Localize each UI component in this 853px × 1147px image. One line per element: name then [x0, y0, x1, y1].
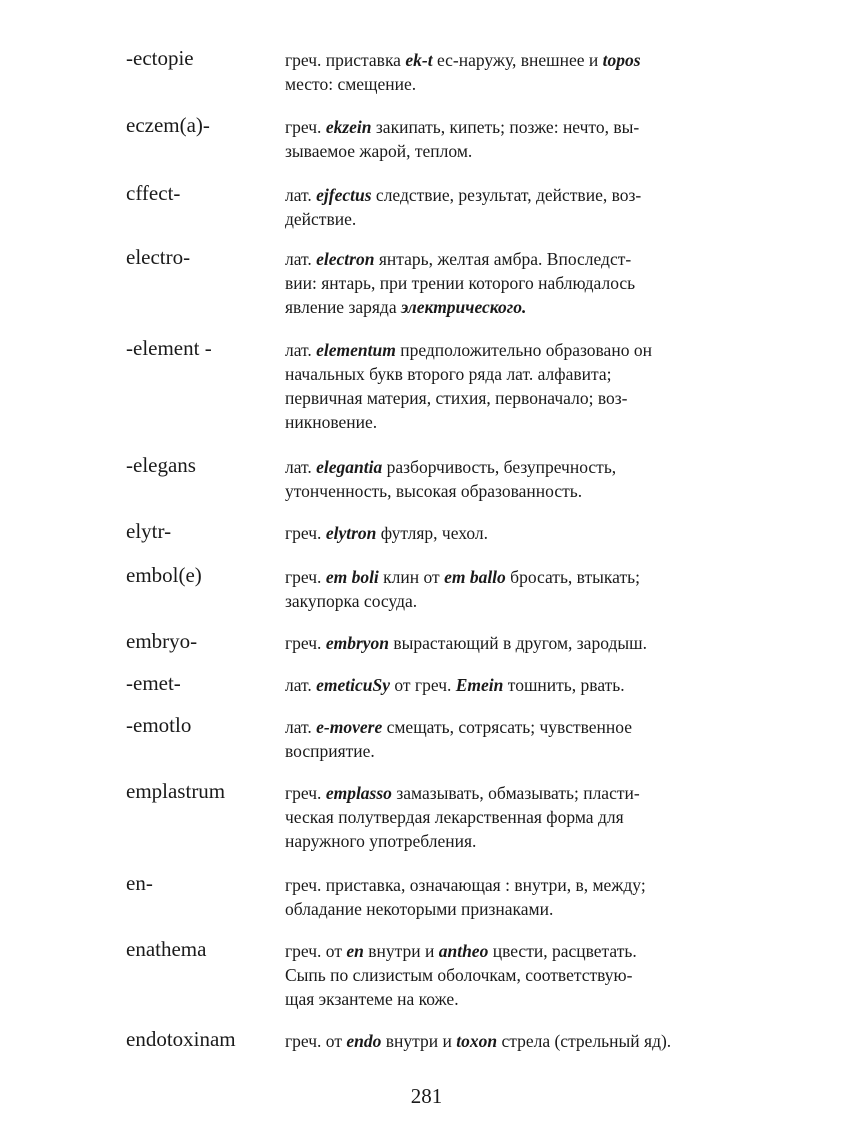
definition-line	[285, 805, 735, 829]
entry-term: embryo-	[126, 629, 198, 653]
etymon-word: emplasso	[325, 783, 392, 803]
definition-text: первичная материя, стихия, первоначало; воз-	[285, 388, 628, 408]
entry-definition	[285, 1029, 735, 1053]
entry-term: -emotlo	[126, 713, 192, 737]
definition-line	[285, 386, 735, 410]
definition-text: действие.	[285, 209, 357, 229]
definition-text: начальных букв второго ряда лат. алфавита;	[285, 364, 612, 384]
definition-line	[285, 207, 735, 231]
etymon-word: electron	[316, 249, 375, 269]
definition-text: утонченность, высокая образованность.	[285, 481, 583, 501]
definition-line	[285, 183, 735, 207]
page-number: 281	[410, 1084, 443, 1108]
definition-text: лат.	[285, 675, 317, 695]
etymon-word: ekzein	[325, 117, 372, 137]
entry-term: endotoxinam	[126, 1027, 236, 1051]
etymon-word: ek-t	[405, 50, 433, 70]
definition-line	[285, 72, 735, 96]
definition-line	[285, 739, 735, 763]
definition-text: зываемое жарой, теплом.	[285, 141, 473, 161]
etymon-word: elegantia	[316, 457, 383, 477]
etymon-word: topos	[602, 50, 641, 70]
definition-text: лат.	[285, 185, 317, 205]
entry-term: eczem(a)-	[126, 113, 210, 137]
entry-definition	[285, 455, 735, 503]
definition-line	[285, 410, 735, 434]
definition-text: лат.	[285, 457, 317, 477]
definition-text: следствие, результат, действие, воз-	[371, 185, 642, 205]
definition-text: место: смещение.	[285, 74, 417, 94]
definition-text: восприятие.	[285, 741, 375, 761]
etymon-word: elementum	[316, 340, 396, 360]
etymon-word: emeticuSy	[316, 675, 391, 695]
definition-line	[285, 1029, 735, 1053]
definition-text: Сыпь по слизистым оболочкам, соответствую-	[285, 965, 633, 985]
etymon-word: e-movere	[316, 717, 383, 737]
definition-text: никновение.	[285, 412, 378, 432]
entry-definition	[285, 521, 735, 545]
etymon-word: Emein	[455, 675, 504, 695]
definition-text: лат.	[285, 717, 317, 737]
definition-text: ческая полутвердая лекарственная форма для	[285, 807, 624, 827]
definition-text: вии: янтарь, при трении которого наблюдалось	[285, 273, 636, 293]
definition-line	[285, 963, 735, 987]
definition-text: явление заряда	[285, 297, 401, 317]
definition-line	[285, 479, 735, 503]
entry-term: -emet-	[126, 671, 181, 695]
definition-text: клин от	[378, 567, 445, 587]
etymon-word: endo	[346, 1031, 382, 1051]
definition-line	[285, 295, 735, 319]
definition-line	[285, 987, 735, 1011]
definition-text: закупорка сосуда.	[285, 591, 418, 611]
definition-line	[285, 338, 735, 362]
entry-definition	[285, 247, 735, 319]
definition-line	[285, 139, 735, 163]
entry-definition	[285, 673, 735, 697]
entry-term: -element -	[126, 336, 212, 360]
definition-text: стрела (стрельный яд).	[497, 1031, 672, 1051]
definition-text: греч. от	[285, 941, 347, 961]
entry-definition	[285, 939, 735, 1011]
definition-text: лат.	[285, 249, 317, 269]
entry-definition	[285, 183, 735, 231]
etymon-word: antheo	[438, 941, 489, 961]
definition-line	[285, 455, 735, 479]
etymon-word: электрического.	[400, 297, 527, 317]
definition-text: вырастающий в другом, зародыш.	[389, 633, 647, 653]
definition-line	[285, 48, 735, 72]
definition-text: греч.	[285, 523, 326, 543]
definition-line	[285, 631, 735, 655]
definition-text: тошнить, рвать.	[503, 675, 625, 695]
definition-line	[285, 115, 735, 139]
definition-text: внутри и	[363, 941, 439, 961]
entry-definition	[285, 565, 735, 613]
etymon-word: en	[346, 941, 364, 961]
definition-line	[285, 781, 735, 805]
entry-term: emplastrum	[126, 779, 226, 803]
definition-text: разборчивость, безупречность,	[382, 457, 617, 477]
definition-line	[285, 565, 735, 589]
definition-line	[285, 939, 735, 963]
definition-text: щая экзантеме на коже.	[285, 989, 459, 1009]
entry-term: enathema	[126, 937, 207, 961]
definition-text: смещать, сотрясать; чувственное	[382, 717, 632, 737]
entry-definition	[285, 631, 735, 655]
definition-text: греч. приставка, означающая : внутри, в, между;	[285, 875, 646, 895]
etymon-word: elytron	[325, 523, 377, 543]
entry-definition	[285, 781, 735, 853]
entry-definition	[285, 338, 735, 434]
definition-text: янтарь, желтая амбра. Впоследст-	[374, 249, 632, 269]
definition-text: замазывать, обмазывать; пласти-	[391, 783, 640, 803]
etymon-word: embryon	[325, 633, 390, 653]
definition-text: бросать, втыкать;	[505, 567, 640, 587]
definition-line	[285, 873, 735, 897]
definition-line	[285, 247, 735, 271]
definition-text: предположительно образовано он	[395, 340, 652, 360]
definition-text: греч.	[285, 567, 326, 587]
entry-term: cffect-	[126, 181, 181, 205]
definition-text: наружного употребления.	[285, 831, 477, 851]
etymon-word: em ballo	[444, 567, 506, 587]
definition-line	[285, 673, 735, 697]
entry-term: -elegans	[126, 453, 196, 477]
definition-text: обладание некоторыми признаками.	[285, 899, 554, 919]
entry-term: -ectopie	[126, 46, 194, 70]
definition-text: греч.	[285, 117, 326, 137]
entry-definition	[285, 715, 735, 763]
etymon-word: toxon	[456, 1031, 498, 1051]
definition-text: цвести, расцветать.	[488, 941, 637, 961]
entry-definition	[285, 873, 735, 921]
definition-line	[285, 715, 735, 739]
definition-line	[285, 521, 735, 545]
etymon-word: ejfectus	[316, 185, 372, 205]
definition-line	[285, 271, 735, 295]
definition-text: греч.	[285, 783, 326, 803]
entry-definition	[285, 48, 735, 96]
definition-line	[285, 897, 735, 921]
definition-text: от греч.	[390, 675, 456, 695]
definition-text: закипать, кипеть; позже: нечто, вы-	[371, 117, 640, 137]
entry-term: en-	[126, 871, 153, 895]
definition-text: футляр, чехол.	[376, 523, 488, 543]
definition-text: внутри и	[381, 1031, 457, 1051]
definition-line	[285, 362, 735, 386]
etymon-word: em boli	[325, 567, 379, 587]
definition-text: греч.	[285, 633, 326, 653]
definition-line	[285, 829, 735, 853]
entry-term: electro-	[126, 245, 191, 269]
entry-term: embol(e)	[126, 563, 202, 587]
entry-definition	[285, 115, 735, 163]
entry-term: elytr-	[126, 519, 172, 543]
definition-line	[285, 589, 735, 613]
definition-text: лат.	[285, 340, 317, 360]
definition-text: греч. от	[285, 1031, 347, 1051]
definition-text: ес-наружу, внешнее и	[432, 50, 603, 70]
definition-text: греч. приставка	[285, 50, 406, 70]
